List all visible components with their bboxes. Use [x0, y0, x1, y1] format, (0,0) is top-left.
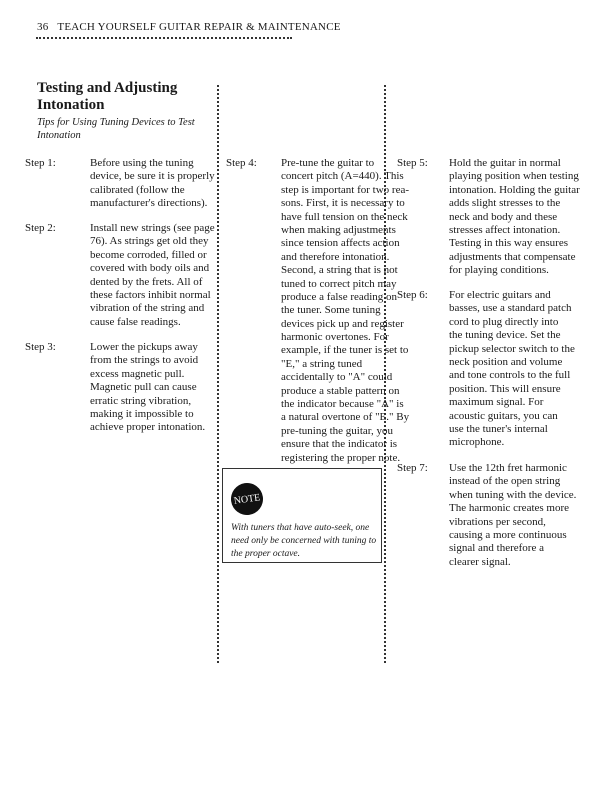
step-text-line: Use the 12th fret harmonic	[449, 462, 567, 474]
step-text-line: these factors inhibit normal	[90, 288, 211, 301]
step-text-line: Testing in this way ensures	[449, 237, 568, 250]
step-text-line: acoustic guitars, you can	[449, 409, 558, 422]
step-text-line: causing a more continuous	[449, 528, 567, 541]
step-text	[281, 157, 409, 465]
step-text-line: step is important for two rea-	[281, 183, 409, 196]
running-title: TEACH YOURSELF GUITAR REPAIR & MAINTENANCE	[57, 21, 341, 33]
step-text	[90, 222, 215, 329]
step-text	[90, 157, 215, 211]
step-text-line: clearer signal.	[449, 555, 511, 568]
step-text-line: since tension affects action	[281, 237, 400, 250]
step-text-line: position. This will ensure	[449, 382, 561, 395]
step-text-line: for playing conditions.	[449, 264, 549, 277]
step-text-line: when tuning with the device.	[449, 488, 577, 501]
step-text-line: produce a false reading on	[281, 290, 398, 303]
step-text-line: a natural overtone of "E." By	[281, 411, 410, 424]
step-text-line: devices pick up and register	[281, 317, 404, 330]
step-label: Step 5:	[397, 157, 428, 169]
step-text-line: the tuning device. Set the	[449, 329, 561, 342]
step-text	[90, 341, 205, 435]
step-text-line: from the strings to avoid	[90, 354, 199, 367]
step-text-line: Install new strings (see page	[90, 222, 215, 234]
step-text-line: the indicator because "A" is	[281, 398, 404, 411]
step-text-line: basses, use a standard patch	[449, 302, 572, 315]
section-title-line: Intonation	[37, 97, 105, 113]
step-text-line: manufacturer's directions).	[90, 197, 208, 210]
section-title-line: Testing and Adjusting	[37, 80, 178, 96]
step-text-line: playing position when testing	[449, 170, 579, 183]
step-text-line: when making adjustments	[281, 223, 396, 236]
step-text-line: the tuner. Some tuning	[281, 304, 381, 317]
step-text-line: intonation. Holding the guitar	[449, 183, 580, 196]
step-text	[449, 289, 575, 450]
page-number: 36	[37, 21, 49, 33]
step-text-line: vibrations per second,	[449, 515, 546, 528]
step-text-line: harmonic overtones. For	[281, 331, 389, 344]
step-label: Step 2:	[25, 222, 56, 234]
step-text-line: Hold the guitar in normal	[449, 157, 561, 169]
note-text: With tuners that have auto-seek, one need only be concerned with tuning to the proper octave.	[231, 523, 377, 559]
step-text	[449, 462, 576, 569]
step-text-line: produce a stable pattern on	[281, 384, 400, 397]
step-text	[449, 157, 580, 278]
step-text-line: Second, a string that is not	[281, 264, 398, 277]
step-text-line: maximum signal. For	[449, 396, 544, 409]
step-text-line: achieve proper intonation.	[90, 421, 206, 434]
step-text-line: neck and body and these	[449, 210, 558, 223]
step-text-line: cord to plug directly into	[449, 315, 559, 328]
step-text-line: covered with body oils and	[90, 262, 210, 275]
header-dotted-rule	[36, 37, 292, 39]
step-text-line: adjustments that compensate	[449, 250, 576, 263]
step-text-line: vibration of the string and	[90, 302, 205, 315]
step-text-line: device, be sure it is properly	[90, 170, 215, 183]
step-text-line: become corroded, filled or	[90, 248, 207, 261]
step-label: Step 3:	[25, 341, 56, 353]
step-text-line: ensure that the indicator is	[281, 438, 398, 451]
step-text-line: Before using the tuning	[90, 157, 194, 169]
step-text-line: and therefore intonation.	[281, 250, 390, 263]
section-subtitle: Tips for Using Tuning Devices to Test Intonation	[37, 117, 195, 141]
step-text-line: dented by the frets. All of	[90, 275, 203, 288]
step-text-line: adds slight stresses to the	[449, 197, 561, 210]
step-label: Step 7:	[397, 462, 428, 474]
step-text-line: pre-tuning the guitar, you	[281, 424, 393, 437]
step-text-line: calibrated (follow the	[90, 183, 185, 196]
step-text-line: neck position and volume	[449, 355, 563, 368]
step-text-line: Pre-tune the guitar to	[281, 157, 375, 169]
step-text-line: sons. First, it is necessary to	[281, 197, 405, 210]
step-text-line: concert pitch (A=440). This	[281, 170, 404, 183]
step-text-line: have full tension on the neck	[281, 210, 408, 223]
step-text-line: signal and therefore a	[449, 542, 544, 555]
column-divider	[217, 85, 219, 663]
step-text-line: The harmonic creates more	[449, 502, 570, 515]
step-text-line: excess magnetic pull.	[90, 367, 185, 380]
step-text-line: stresses affect intonation.	[449, 223, 561, 236]
step-text-line: erratic string vibration,	[90, 394, 192, 407]
step-text-line: 76). As strings get old they	[90, 235, 209, 248]
step-text-line: example, if the tuner is set to	[281, 344, 409, 357]
step-text-line: For electric guitars and	[449, 289, 551, 301]
step-text-line: Lower the pickups away	[90, 341, 198, 353]
step-text-line: Magnetic pull can cause	[90, 381, 197, 394]
step-text-line: instead of the open string	[449, 475, 561, 488]
step-text-line: "E," a string tuned	[281, 357, 363, 370]
step-text-line: registering the proper note.	[281, 451, 401, 464]
step-text-line: tuned to correct pitch may	[281, 277, 397, 290]
step-text-line: use the tuner's internal	[449, 422, 548, 435]
note-box	[222, 468, 382, 563]
step-label: Step 6:	[397, 289, 428, 301]
step-text-line: accidentally to "A" could	[281, 371, 393, 384]
section-title	[37, 80, 177, 114]
step-label: Step 1:	[25, 157, 56, 169]
step-text-line: cause false readings.	[90, 315, 181, 328]
step-text-line: microphone.	[449, 436, 505, 449]
note-badge: NOTE	[229, 481, 265, 517]
step-text-line: and tone controls to the full	[449, 369, 571, 382]
step-text-line: making it impossible to	[90, 407, 194, 420]
running-header	[37, 21, 341, 33]
step-label: Step 4:	[226, 157, 257, 169]
step-text-line: pickup selector switch to the	[449, 342, 575, 355]
